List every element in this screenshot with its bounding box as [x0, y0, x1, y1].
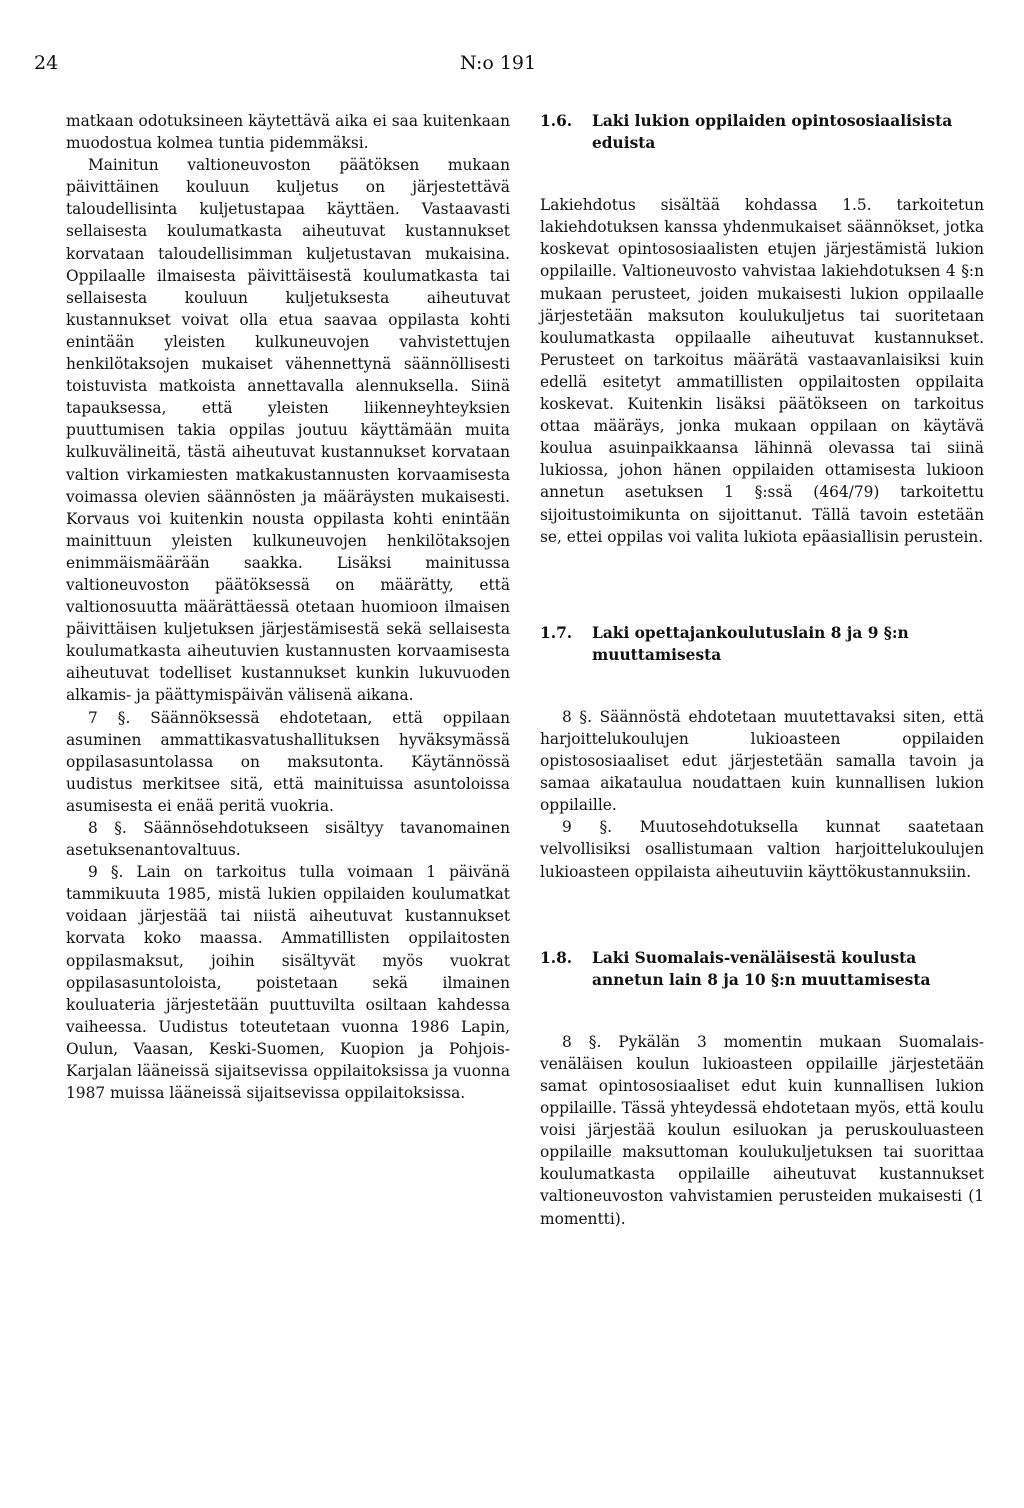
section-heading-1-7: [540, 622, 984, 666]
paragraph: 8 §. Säännösehdotukseen sisältyy tavanomainen asetuksenantovaltuus.: [66, 819, 510, 860]
paragraph: Mainitun valtioneuvoston päätöksen mukaan päivittäinen kouluun kuljetus on järjestettävä taloudellisinta kuljetustapaa käyttäen. Vastaavasti sellaisesta koulumatkasta aiheutuvat kustannukset korvataan taloudellisimman kuljetustavan mukaisina. Oppilaalle ilmaisesta päivittäisestä koulumatkasta tai sellaisesta kouluun kuljetuksesta aiheutuvat kustannukset voivat olla etua saavaa oppilasta kohti enintään yleisten kulkuneuvojen vahvistettujen henkilötaksojen mukaiset vähennettynä säännöllisesti toistuvista matkoista annettavalla alennuksella. Siinä tapauksessa, että yleisten liikenneyhteyksien puuttumisen takia oppilas joutuu käyttämään muita kulkuvälineitä, tästä aiheutuvat kustannukset korvataan valtion virkamiesten matkakustannusten korvaamisesta voimassa olevien säännösten ja määräysten mukaisesti. Korvaus voi kuitenkin nousta oppilasta kohti enintään mainittuun yleisten kulkuneuvojen henkilötaksojen enimmäismäärään saakka. Lisäksi mainitussa valtioneuvoston päätöksessä on määrätty, että valtionosuutta määrättäessä otetaan huomioon ilmaisen päivittäisen kuljetuksen järjestämisestä sekä sellaisesta koulumatkasta aiheutuvien kustannusten korvaamisesta aiheutuvat todelliset kustannukset kunkin lukuvuoden alkamis- ja päättymispäivän välisenä aikana.: [66, 156, 510, 705]
paragraph: matkaan odotuksineen käytettävä aika ei saa kuitenkaan muodostua kolmea tuntia pidemmäksi.: [66, 112, 510, 153]
page-number: 24: [34, 52, 59, 74]
page-header: [0, 52, 1024, 82]
section-title: Laki opettajankoulutuslain 8 ja 9 §:n muuttamisesta: [592, 623, 909, 664]
paragraph: 9 §. Muutosehdotuksella kunnat saatetaan velvollisiksi osallistumaan valtion harjoittelukoulujen lukioasteen oppilaista aiheutuviin käyttökustannuksiin.: [540, 818, 984, 881]
paragraph: 7 §. Säännöksessä ehdotetaan, että oppilaan asuminen ammattikasvatushallituksen hyväksymässä oppilasasuntolassa on maksutonta. Käytännössä uudistus merkitsee sitä, että mainituissa asuntoloissa asumisesta ei enää peritä vuokria.: [66, 708, 510, 815]
section-heading-1-8: [540, 947, 984, 991]
right-column: [540, 110, 984, 1230]
section-heading-1-6: [540, 110, 984, 154]
section-title: Laki lukion oppilaiden opintososiaalisista eduista: [592, 112, 953, 153]
paragraph: 9 §. Lain on tarkoitus tulla voimaan 1 päivänä tammikuuta 1985, mistä lukien oppilaiden koulumatkat voidaan järjestää tai niistä aiheutuvat kustannukset korvata koko maassa. Ammatillisten oppilaitosten oppilasmaksut, joihin sisältyvät myös vuokrat oppilasasuntoloista, poistetaan sekä ilmainen kouluateria järjestetään puuttuvilta osiltaan kahdessa vaiheessa. Uudistus toteutetaan vuonna 1986 Lapin, Oulun, Vaasan, Keski-Suomen, Kuopion ja Pohjois-Karjalan lääneissä sijaitsevissa oppilaitoksissa ja vuonna 1987 muissa lääneissä sijaitsevissa oppilaitoksissa.: [66, 863, 510, 1103]
document-number: N:o 191: [460, 52, 537, 74]
paragraph: Lakiehdotus sisältää kohdassa 1.5. tarkoitetun lakiehdotuksen kanssa yhdenmukaiset säännökset, jotka koskevat opintososiaalisten etujen järjestämistä lukion oppilaille. Valtioneuvosto vahvistaa lakiehdotuksen 4 §:n mukaan perusteet, joiden mukaisesti lukion oppilaalle järjestetään maksuton koulukuljetus tai suoritetaan koulumatkasta oppilaalle aiheutuvat kustannukset. Perusteet on tarkoitus määrätä vastaavanlaisiksi kuin edellä esitetyt ammatillisten oppilaitosten oppilaita koskevat. Kuitenkin lisäksi päätökseen on tarkoitus ottaa määräys, jonka mukaan oppilaan on käytävä koulua asuinpaikkaansa lähinnä olevassa tai siinä lukiossa, johon hänen oppilaiden ottamisesta lukioon annetun asetuksen 1 §:ssä (464/79) tarkoitettu sijoitustoimikunta on sijoittanut. Tällä tavoin estetään se, ettei oppilas voi valita lukiota epäasiallisin perustein.: [540, 196, 984, 546]
section-number: 1.8.: [540, 948, 573, 967]
paragraph: 8 §. Säännöstä ehdotetaan muutettavaksi siten, että harjoittelukoulujen lukioasteen oppilaiden opistososiaaliset edut järjestetään samalla tavoin ja samaa aikataulua noudattaen kuin kunnallisen lukion oppilaille.: [540, 707, 984, 815]
section-title: Laki Suomalais-venäläisestä koulusta annetun lain 8 ja 10 §:n muuttamisesta: [592, 948, 931, 989]
section-number: 1.6.: [540, 112, 573, 130]
left-column: [66, 110, 510, 1104]
section-number: 1.7.: [540, 623, 573, 642]
paragraph: 8 §. Pykälän 3 momentin mukaan Suomalais-venäläisen koulun lukioasteen oppilaille järjestetään samat opintososiaaliset edut kuin kunnallisen lukion oppilaille. Tässä yhteydessä ehdotetaan myös, että koulu voisi järjestää koulun esiluokan ja peruskouluasteen oppilaille maksuttoman koulukuljetuksen tai suorittaa koulumatkasta oppilaille aiheutuvat kustannukset valtioneuvoston vahvistamien perusteiden mukaisesti (1 momentti).: [540, 1032, 984, 1228]
